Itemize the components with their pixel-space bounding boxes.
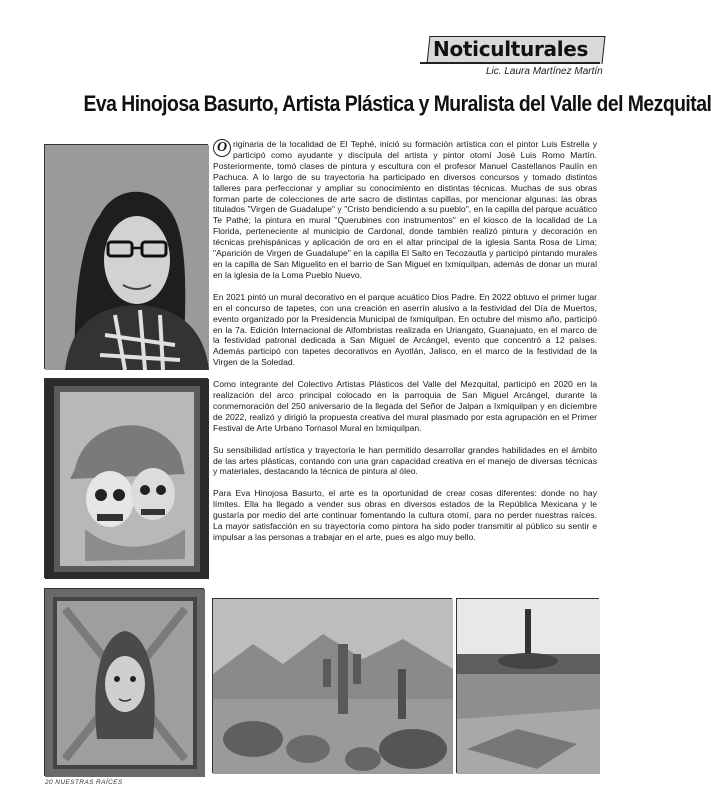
author-byline: Lic. Laura Martínez Martín xyxy=(486,66,603,77)
paragraph-1-text: riginaria de la localidad de El Tephé, inició su formación artística con el pintor Luis Estrella y participó como ayudante y discípula del artista y pintor otomí José Luis Romo Martín. Posteriormente, tomó clases de pintura y escultura con el profesor Manuel Castellanos Paulín en Pachuca. A lo largo de su trayectoria ha participado en diversos concursos y tomado distintos talleres para perfeccionar y ampliar su conocimiento en distintas técnicas. Muchas de sus obras forman parte de colecciones de arte sacro de distintas capillas, por mencionar algunas: las obras titulados "Virgen de Guadalupe" y "Cristo bendiciendo a su pueblo", en la capilla del parque acuático Te Pathé; la pintura en mural "Querubines con instrumentos" en el kiosco de la localidad de La Florida, perteneciente al municipio de Cardonal, donde también realizó pintura y decoración en técnicas prehispánicas y aplicación de oro en el altar principal de la iglesia Santa Rosa de Lima; "Aparición de Virgen de Guadalupe" en la capilla El Salto en Tecozautla y participó pintando murales en la capilla de San Miguelito en el barrio de San Miguel en Ixmiquilpan, además de donar un mural en la iglesia de la Loma Pueblo Nuevo. xyxy=(213,139,597,280)
article-headline: Eva Hinojosa Basurto, Artista Plástica y Muralista del Valle del Mezquital xyxy=(83,91,711,116)
desert-painting-illustration xyxy=(213,599,453,774)
masthead-rule xyxy=(420,62,600,64)
skull-painting-photo xyxy=(44,378,208,578)
paragraph-1 xyxy=(213,139,597,281)
desert-painting-photo xyxy=(212,598,452,773)
portrait-illustration xyxy=(45,145,209,370)
skull-painting-illustration xyxy=(45,379,209,579)
paragraph-2: En 2021 pintó un mural decorativo en el parque acuático Dios Padre. En 2022 obtuvo el primer lugar en el concurso de tapetes, con una creación en aserrín alusivo a la festividad del Día de Muertos, evento organizado por la Presidencia Municipal de Ixmiquilpan. En octubre del mismo año, participó en la 7a. Edición Internacional de Alfombristas realizada en Uriangato, Guanajuato, en el marco de la festividad patronal dedicada a San Miguel de Arcángel, evento que concentró a 12 países. Además participó con tapetes decorativos en Ayotlán, Jalisco, en el marco de la festividad de la Virgen de la Soledad. xyxy=(213,291,597,368)
paragraph-4: Su sensibilidad artística y trayectoria le han permitido desarrollar grandes habilidades en el ámbito de las artes plásticas, contando con una gran capacidad creativa en el manejo de diversas técnicas y materiales, destacando la técnica de pintura al óleo. xyxy=(213,444,597,477)
woman-painting-illustration xyxy=(45,589,205,777)
drop-cap: O xyxy=(213,139,231,157)
woman-painting-photo xyxy=(44,588,204,776)
paragraph-5: Para Eva Hinojosa Basurto, el arte es la oportunidad de crear cosas diferentes: donde no hay límites. Ella ha llegado a vender sus obras en diversos estados de la República Mexicana y le gustaría por medio del arte continuar fomentando la cultura otomí, para no perder nuestras raíces. La mayor satisfacción en su trayectoria como pintora ha sido poder transmitir al público su sentir e impulsar a las personas a trabajar en el arte, pues es algo muy bello. xyxy=(213,488,597,542)
paragraph-3: Como integrante del Colectivo Artistas Plásticos del Valle del Mezquital, participó en 2020 en la realización del arco principal colocado en la parroquia de San Miguel Arcángel, durante la conmemoración del 250 aniversario de la llegada del Señor de Jalpan a Ixmiquilpan y en diciembre de 2022, realizó y dirigió la propuesta creativa del mural plasmado por esta agrupación en el Primer Festival de Arte Urbano Tornasol Mural en Ixmiquilpan. xyxy=(213,379,597,433)
section-title: Noticulturales xyxy=(433,37,589,61)
plaza-mural-photo xyxy=(456,598,599,773)
article-body xyxy=(213,139,597,554)
artist-portrait-photo xyxy=(44,144,208,369)
plaza-illustration xyxy=(457,599,600,774)
page-footer: 20 NUESTRAS RAÍCES xyxy=(45,779,123,786)
